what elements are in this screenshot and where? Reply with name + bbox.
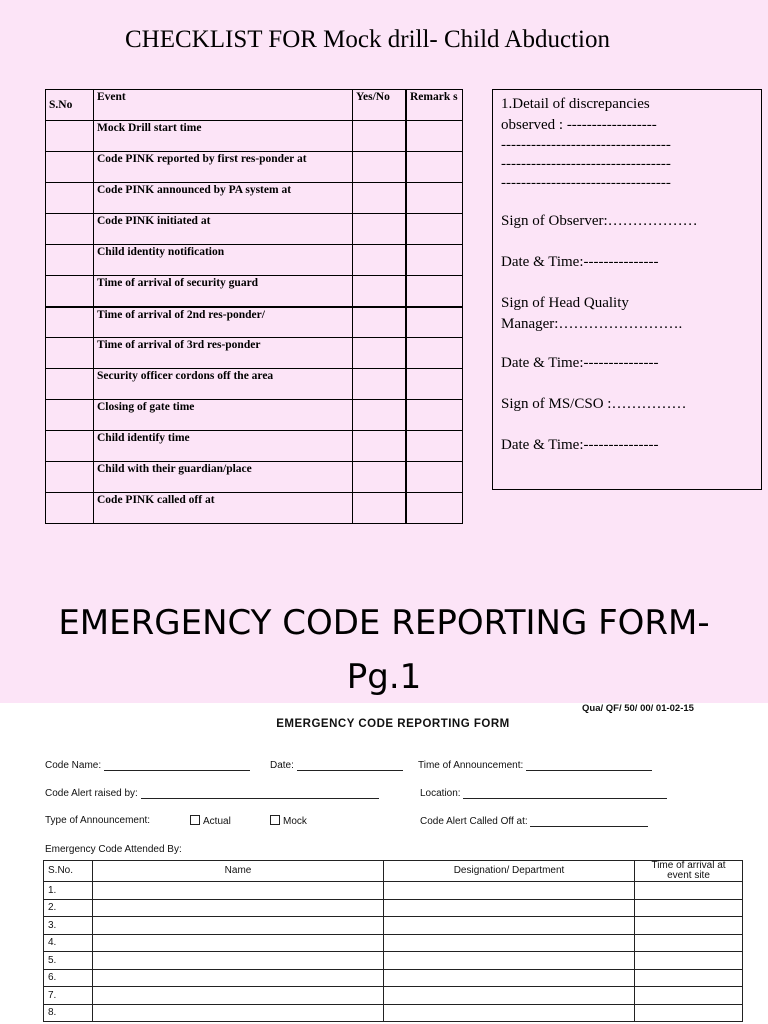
row-sno-cell (46, 493, 94, 524)
attendance-row (44, 917, 743, 935)
date-time-2: Date & Time:--------------- (501, 355, 659, 371)
checklist-row (46, 121, 463, 152)
form-heading-line-1: EMERGENCY CODE REPORTING FORM- (58, 603, 710, 643)
date-line (297, 759, 403, 771)
date-field (270, 759, 403, 771)
discrepancy-box (492, 89, 762, 490)
header-event: Event (94, 90, 353, 121)
row-remarks-cell (406, 369, 463, 400)
actual-label: Actual (203, 816, 231, 827)
attendance-table (43, 860, 743, 1022)
row-sno-cell: 7. (44, 987, 93, 1005)
scanned-form (0, 703, 768, 1024)
row-remarks-cell (406, 338, 463, 369)
row-remarks-cell (406, 493, 463, 524)
row-designation-cell (384, 952, 635, 970)
sign-hqm-line-2: Manager:……………………. (501, 316, 683, 332)
checklist-table (45, 89, 463, 524)
attendance-header-row (44, 861, 743, 882)
row-sno-cell (46, 431, 94, 462)
row-remarks-cell (406, 276, 463, 307)
dash-line: ---------------------------------- (501, 175, 671, 191)
row-sno-cell (46, 369, 94, 400)
row-designation-cell (384, 899, 635, 917)
row-name-cell (93, 1004, 384, 1022)
called-off-line (530, 815, 648, 827)
date-time-3: Date & Time:--------------- (501, 437, 659, 453)
row-sno-cell: 1. (44, 882, 93, 900)
row-remarks-cell (406, 152, 463, 183)
checklist-row (46, 307, 463, 338)
time-of-announcement-label: Time of Announcement: (418, 760, 524, 771)
row-time-cell (635, 1004, 743, 1022)
form-reference: Qua/ QF/ 50/ 00/ 01-02-15 (582, 703, 694, 714)
header-sno: S.No (46, 90, 94, 121)
row-event-cell: Code PINK announced by PA system at (94, 183, 353, 214)
row-remarks-cell (406, 121, 463, 152)
attended-by-label: Emergency Code Attended By: (45, 844, 182, 855)
row-event-cell: Time of arrival of security guard (94, 276, 353, 307)
row-sno-cell: 3. (44, 917, 93, 935)
row-sno-cell (46, 276, 94, 307)
row-sno-cell (46, 214, 94, 245)
sign-observer: Sign of Observer:……………… (501, 213, 698, 229)
row-sno-cell (46, 338, 94, 369)
attendance-body (44, 882, 743, 1022)
row-remarks-cell (406, 431, 463, 462)
code-name-line (104, 759, 250, 771)
row-sno-cell (46, 183, 94, 214)
checklist-row (46, 338, 463, 369)
header-designation: Designation/ Department (384, 861, 635, 882)
header-yes-no: Yes/No (353, 90, 407, 121)
row-sno-cell (46, 307, 94, 338)
checklist-header-row (46, 90, 463, 121)
row-event-cell: Code PINK initiated at (94, 214, 353, 245)
header-name: Name (93, 861, 384, 882)
called-off-field (420, 815, 648, 827)
row-yes-no-cell (353, 338, 407, 369)
row-designation-cell (384, 882, 635, 900)
dash-line: ---------------------------------- (501, 137, 671, 153)
attendance-row (44, 934, 743, 952)
checklist-row (46, 400, 463, 431)
actual-checkbox (190, 815, 200, 825)
attendance-row (44, 1004, 743, 1022)
mock-option (270, 815, 307, 827)
header-sno: S.No. (44, 861, 93, 882)
code-name-label: Code Name: (45, 760, 102, 771)
row-time-cell (635, 987, 743, 1005)
dash-line: ---------------------------------- (501, 156, 671, 172)
row-time-cell (635, 969, 743, 987)
date-label: Date: (270, 760, 294, 771)
called-off-label: Code Alert Called Off at: (420, 816, 528, 827)
row-event-cell: Child identity notification (94, 245, 353, 276)
checklist-row (46, 245, 463, 276)
row-name-cell (93, 882, 384, 900)
row-designation-cell (384, 987, 635, 1005)
row-designation-cell (384, 917, 635, 935)
code-name-field (45, 759, 250, 771)
checklist-row (46, 493, 463, 524)
checklist-title: CHECKLIST FOR Mock drill- Child Abduction (125, 26, 610, 53)
row-yes-no-cell (353, 462, 407, 493)
row-event-cell: Time of arrival of 3rd res-ponder (94, 338, 353, 369)
row-sno-cell: 6. (44, 969, 93, 987)
row-remarks-cell (406, 245, 463, 276)
attendance-row (44, 952, 743, 970)
row-sno-cell (46, 152, 94, 183)
row-yes-no-cell (353, 369, 407, 400)
type-of-announcement-label: Type of Announcement: (45, 815, 151, 826)
checklist-row (46, 214, 463, 245)
mock-checkbox (270, 815, 280, 825)
row-name-cell (93, 952, 384, 970)
row-sno-cell (46, 462, 94, 493)
checklist-row (46, 276, 463, 307)
row-yes-no-cell (353, 245, 407, 276)
row-sno-cell: 8. (44, 1004, 93, 1022)
row-designation-cell (384, 934, 635, 952)
row-name-cell (93, 987, 384, 1005)
row-yes-no-cell (353, 493, 407, 524)
row-sno-cell (46, 245, 94, 276)
form-title: EMERGENCY CODE REPORTING FORM (276, 718, 510, 730)
row-sno-cell (46, 121, 94, 152)
discrepancy-line-1: 1.Detail of discrepancies (501, 96, 650, 112)
time-of-announcement-field (418, 759, 652, 771)
attendance-row (44, 969, 743, 987)
row-yes-no-cell (353, 307, 407, 338)
checklist-row (46, 152, 463, 183)
row-event-cell: Mock Drill start time (94, 121, 353, 152)
row-event-cell: Child identify time (94, 431, 353, 462)
row-event-cell: Time of arrival of 2nd res-ponder/ (94, 307, 353, 338)
time-of-announcement-line (526, 759, 652, 771)
row-sno-cell: 2. (44, 899, 93, 917)
location-line (463, 787, 667, 799)
row-sno-cell (46, 400, 94, 431)
code-alert-raised-by-label: Code Alert raised by: (45, 788, 138, 799)
row-yes-no-cell (353, 183, 407, 214)
header-time-of-arrival: Time of arrival at event site (635, 861, 743, 882)
row-name-cell (93, 917, 384, 935)
row-name-cell (93, 934, 384, 952)
row-name-cell (93, 899, 384, 917)
attendance-row (44, 987, 743, 1005)
date-time-1: Date & Time:--------------- (501, 254, 659, 270)
form-heading-line-2: Pg.1 (346, 657, 422, 697)
row-time-cell (635, 952, 743, 970)
row-remarks-cell (406, 400, 463, 431)
row-remarks-cell (406, 214, 463, 245)
row-event-cell: Code PINK called off at (94, 493, 353, 524)
attendance-row (44, 882, 743, 900)
checklist-row (46, 183, 463, 214)
row-name-cell (93, 969, 384, 987)
row-yes-no-cell (353, 214, 407, 245)
row-sno-cell: 5. (44, 952, 93, 970)
row-designation-cell (384, 1004, 635, 1022)
checklist-row (46, 462, 463, 493)
row-time-cell (635, 882, 743, 900)
row-remarks-cell (406, 462, 463, 493)
row-yes-no-cell (353, 152, 407, 183)
row-designation-cell (384, 969, 635, 987)
checklist-row (46, 369, 463, 400)
mock-label: Mock (283, 816, 307, 827)
row-yes-no-cell (353, 276, 407, 307)
row-time-cell (635, 934, 743, 952)
row-remarks-cell (406, 307, 463, 338)
sign-hqm-line-1: Sign of Head Quality (501, 295, 629, 311)
row-yes-no-cell (353, 400, 407, 431)
code-alert-raised-by-field (45, 787, 379, 799)
row-time-cell (635, 917, 743, 935)
attendance-row (44, 899, 743, 917)
form-heading (0, 596, 768, 704)
checklist-row (46, 431, 463, 462)
location-field (420, 787, 667, 799)
row-event-cell: Child with their guardian/place (94, 462, 353, 493)
row-event-cell: Code PINK reported by first res-ponder at (94, 152, 353, 183)
sign-ms-cso: Sign of MS/CSO :…………… (501, 396, 687, 412)
row-event-cell: Security officer cordons off the area (94, 369, 353, 400)
row-yes-no-cell (353, 121, 407, 152)
code-alert-raised-by-line (141, 787, 379, 799)
header-remarks: Remark s (406, 90, 463, 121)
row-remarks-cell (406, 183, 463, 214)
discrepancy-line-2: observed : ------------------ (501, 117, 657, 133)
row-event-cell: Closing of gate time (94, 400, 353, 431)
row-sno-cell: 4. (44, 934, 93, 952)
location-label: Location: (420, 788, 461, 799)
actual-option (190, 815, 231, 827)
checklist-body (46, 121, 463, 524)
row-yes-no-cell (353, 431, 407, 462)
row-time-cell (635, 899, 743, 917)
